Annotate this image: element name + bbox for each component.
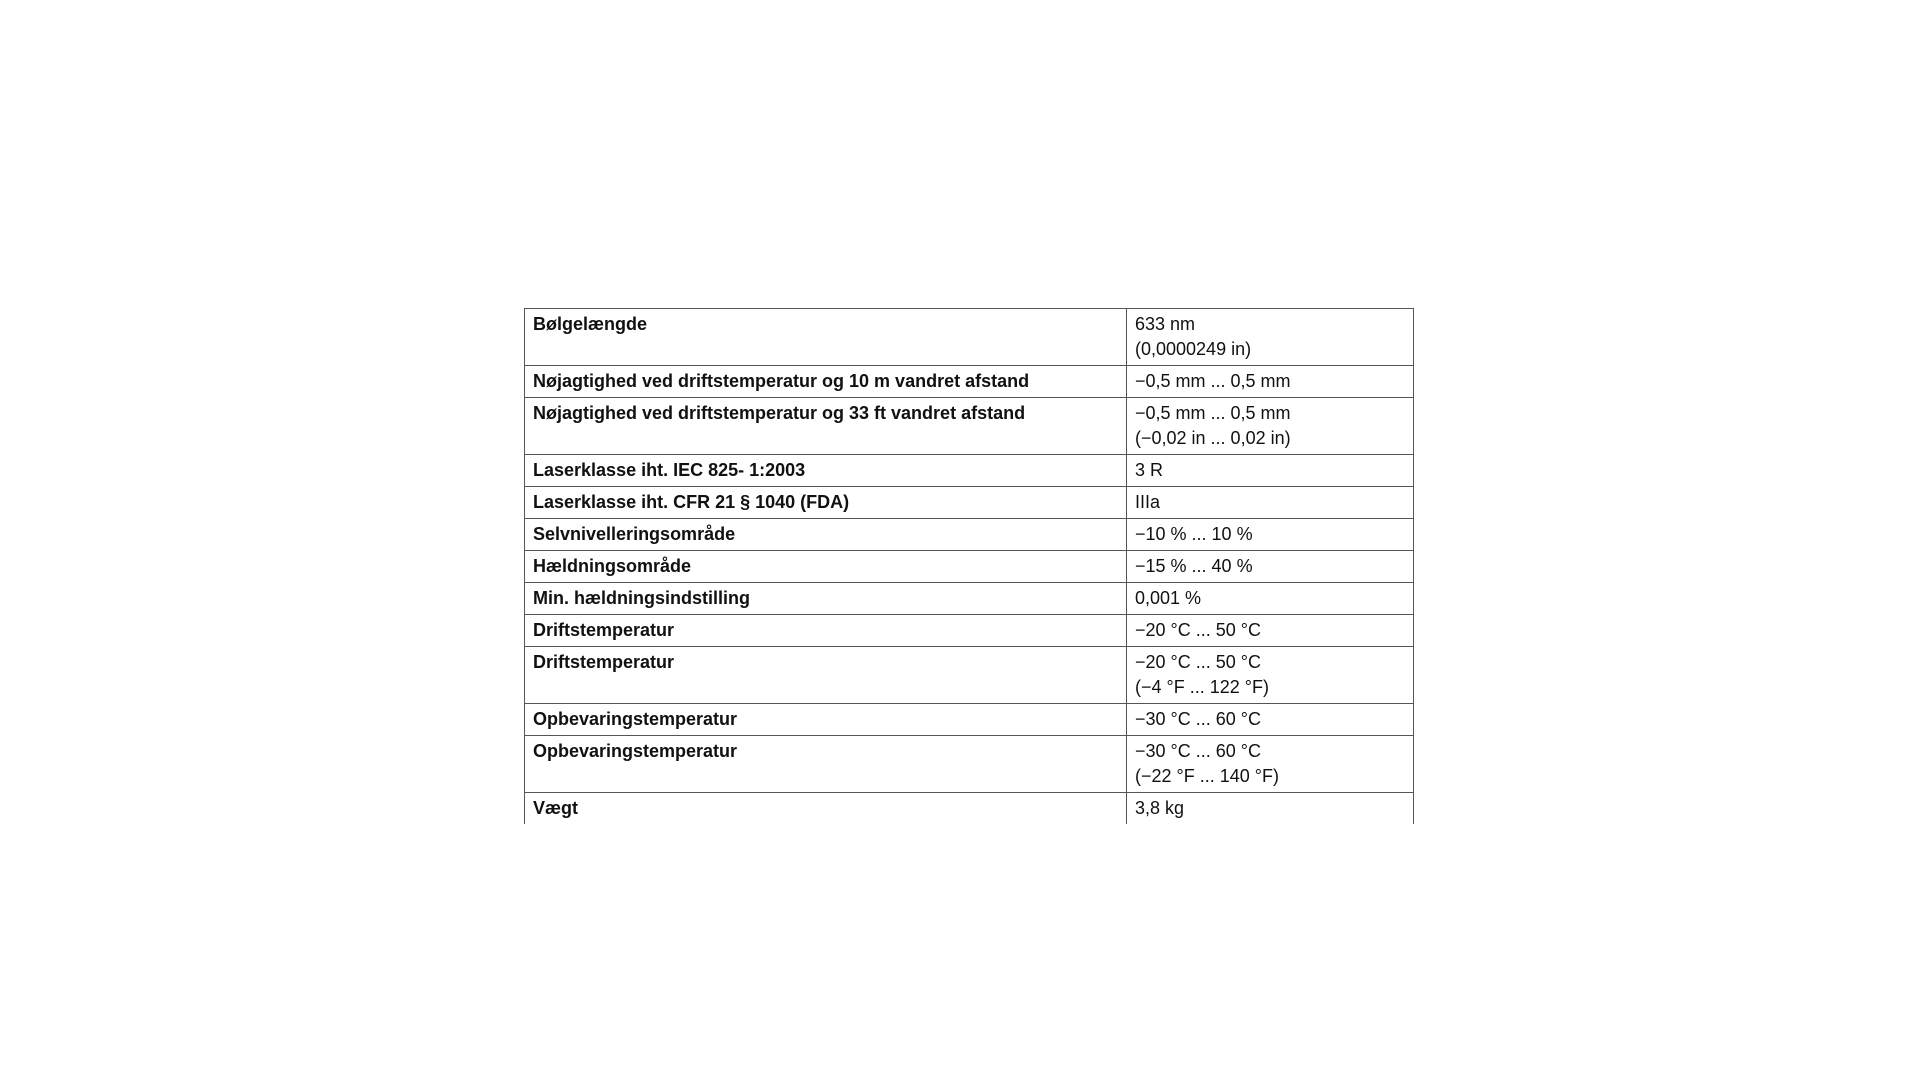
row-label: Vægt: [525, 793, 1127, 825]
value-line: 0,001 %: [1135, 588, 1202, 608]
value-line: −20 °C ... 50 °C: [1135, 620, 1261, 640]
row-label: Bølgelængde: [525, 309, 1127, 366]
table-row: [525, 309, 1414, 366]
row-label: Nøjagtighed ved driftstemperatur og 33 ft vandret afstand: [525, 398, 1127, 455]
row-label: Driftstemperatur: [525, 615, 1127, 647]
row-value: [1127, 704, 1414, 736]
value-line: 633 nm: [1135, 314, 1196, 334]
row-label: Opbevaringstemperatur: [525, 736, 1127, 793]
table-row: [525, 366, 1414, 398]
row-value: [1127, 309, 1414, 366]
table-row: [525, 793, 1414, 825]
row-value: [1127, 398, 1414, 455]
row-value: [1127, 583, 1414, 615]
row-value: [1127, 615, 1414, 647]
row-label: Min. hældningsindstilling: [525, 583, 1127, 615]
row-value: [1127, 647, 1414, 704]
value-line: −10 % ... 10 %: [1135, 524, 1253, 544]
table-row: [525, 398, 1414, 455]
row-value: [1127, 455, 1414, 487]
specifications-table: [524, 308, 1414, 824]
table-row: [525, 487, 1414, 519]
value-line: −30 °C ... 60 °C: [1135, 709, 1261, 729]
row-label: Laserklasse iht. CFR 21 § 1040 (FDA): [525, 487, 1127, 519]
table-row: [525, 736, 1414, 793]
table-row: [525, 551, 1414, 583]
row-value: [1127, 736, 1414, 793]
row-value: [1127, 793, 1414, 825]
value-line: (−4 °F ... 122 °F): [1135, 677, 1269, 697]
value-line: (0,0000249 in): [1135, 339, 1252, 359]
specifications-table-body: [525, 309, 1414, 825]
row-label: Opbevaringstemperatur: [525, 704, 1127, 736]
row-value: [1127, 487, 1414, 519]
table-row: [525, 455, 1414, 487]
value-line: 3 R: [1135, 460, 1164, 480]
value-line: (−0,02 in ... 0,02 in): [1135, 428, 1291, 448]
value-line: −0,5 mm ... 0,5 mm: [1135, 403, 1291, 423]
table-row: [525, 647, 1414, 704]
row-value: [1127, 366, 1414, 398]
table-row: [525, 583, 1414, 615]
value-line: IIIa: [1135, 492, 1161, 512]
table-row: [525, 519, 1414, 551]
table-row: [525, 704, 1414, 736]
value-line: (−22 °F ... 140 °F): [1135, 766, 1279, 786]
value-line: −15 % ... 40 %: [1135, 556, 1253, 576]
row-value: [1127, 519, 1414, 551]
row-label: Hældningsområde: [525, 551, 1127, 583]
value-line: −30 °C ... 60 °C: [1135, 741, 1261, 761]
row-label: Laserklasse iht. IEC 825- 1:2003: [525, 455, 1127, 487]
row-label: Driftstemperatur: [525, 647, 1127, 704]
row-label: Selvnivelleringsområde: [525, 519, 1127, 551]
value-line: −0,5 mm ... 0,5 mm: [1135, 371, 1291, 391]
value-line: 3,8 kg: [1135, 798, 1185, 818]
value-line: −20 °C ... 50 °C: [1135, 652, 1261, 672]
row-label: Nøjagtighed ved driftstemperatur og 10 m vandret afstand: [525, 366, 1127, 398]
row-value: [1127, 551, 1414, 583]
table-row: [525, 615, 1414, 647]
